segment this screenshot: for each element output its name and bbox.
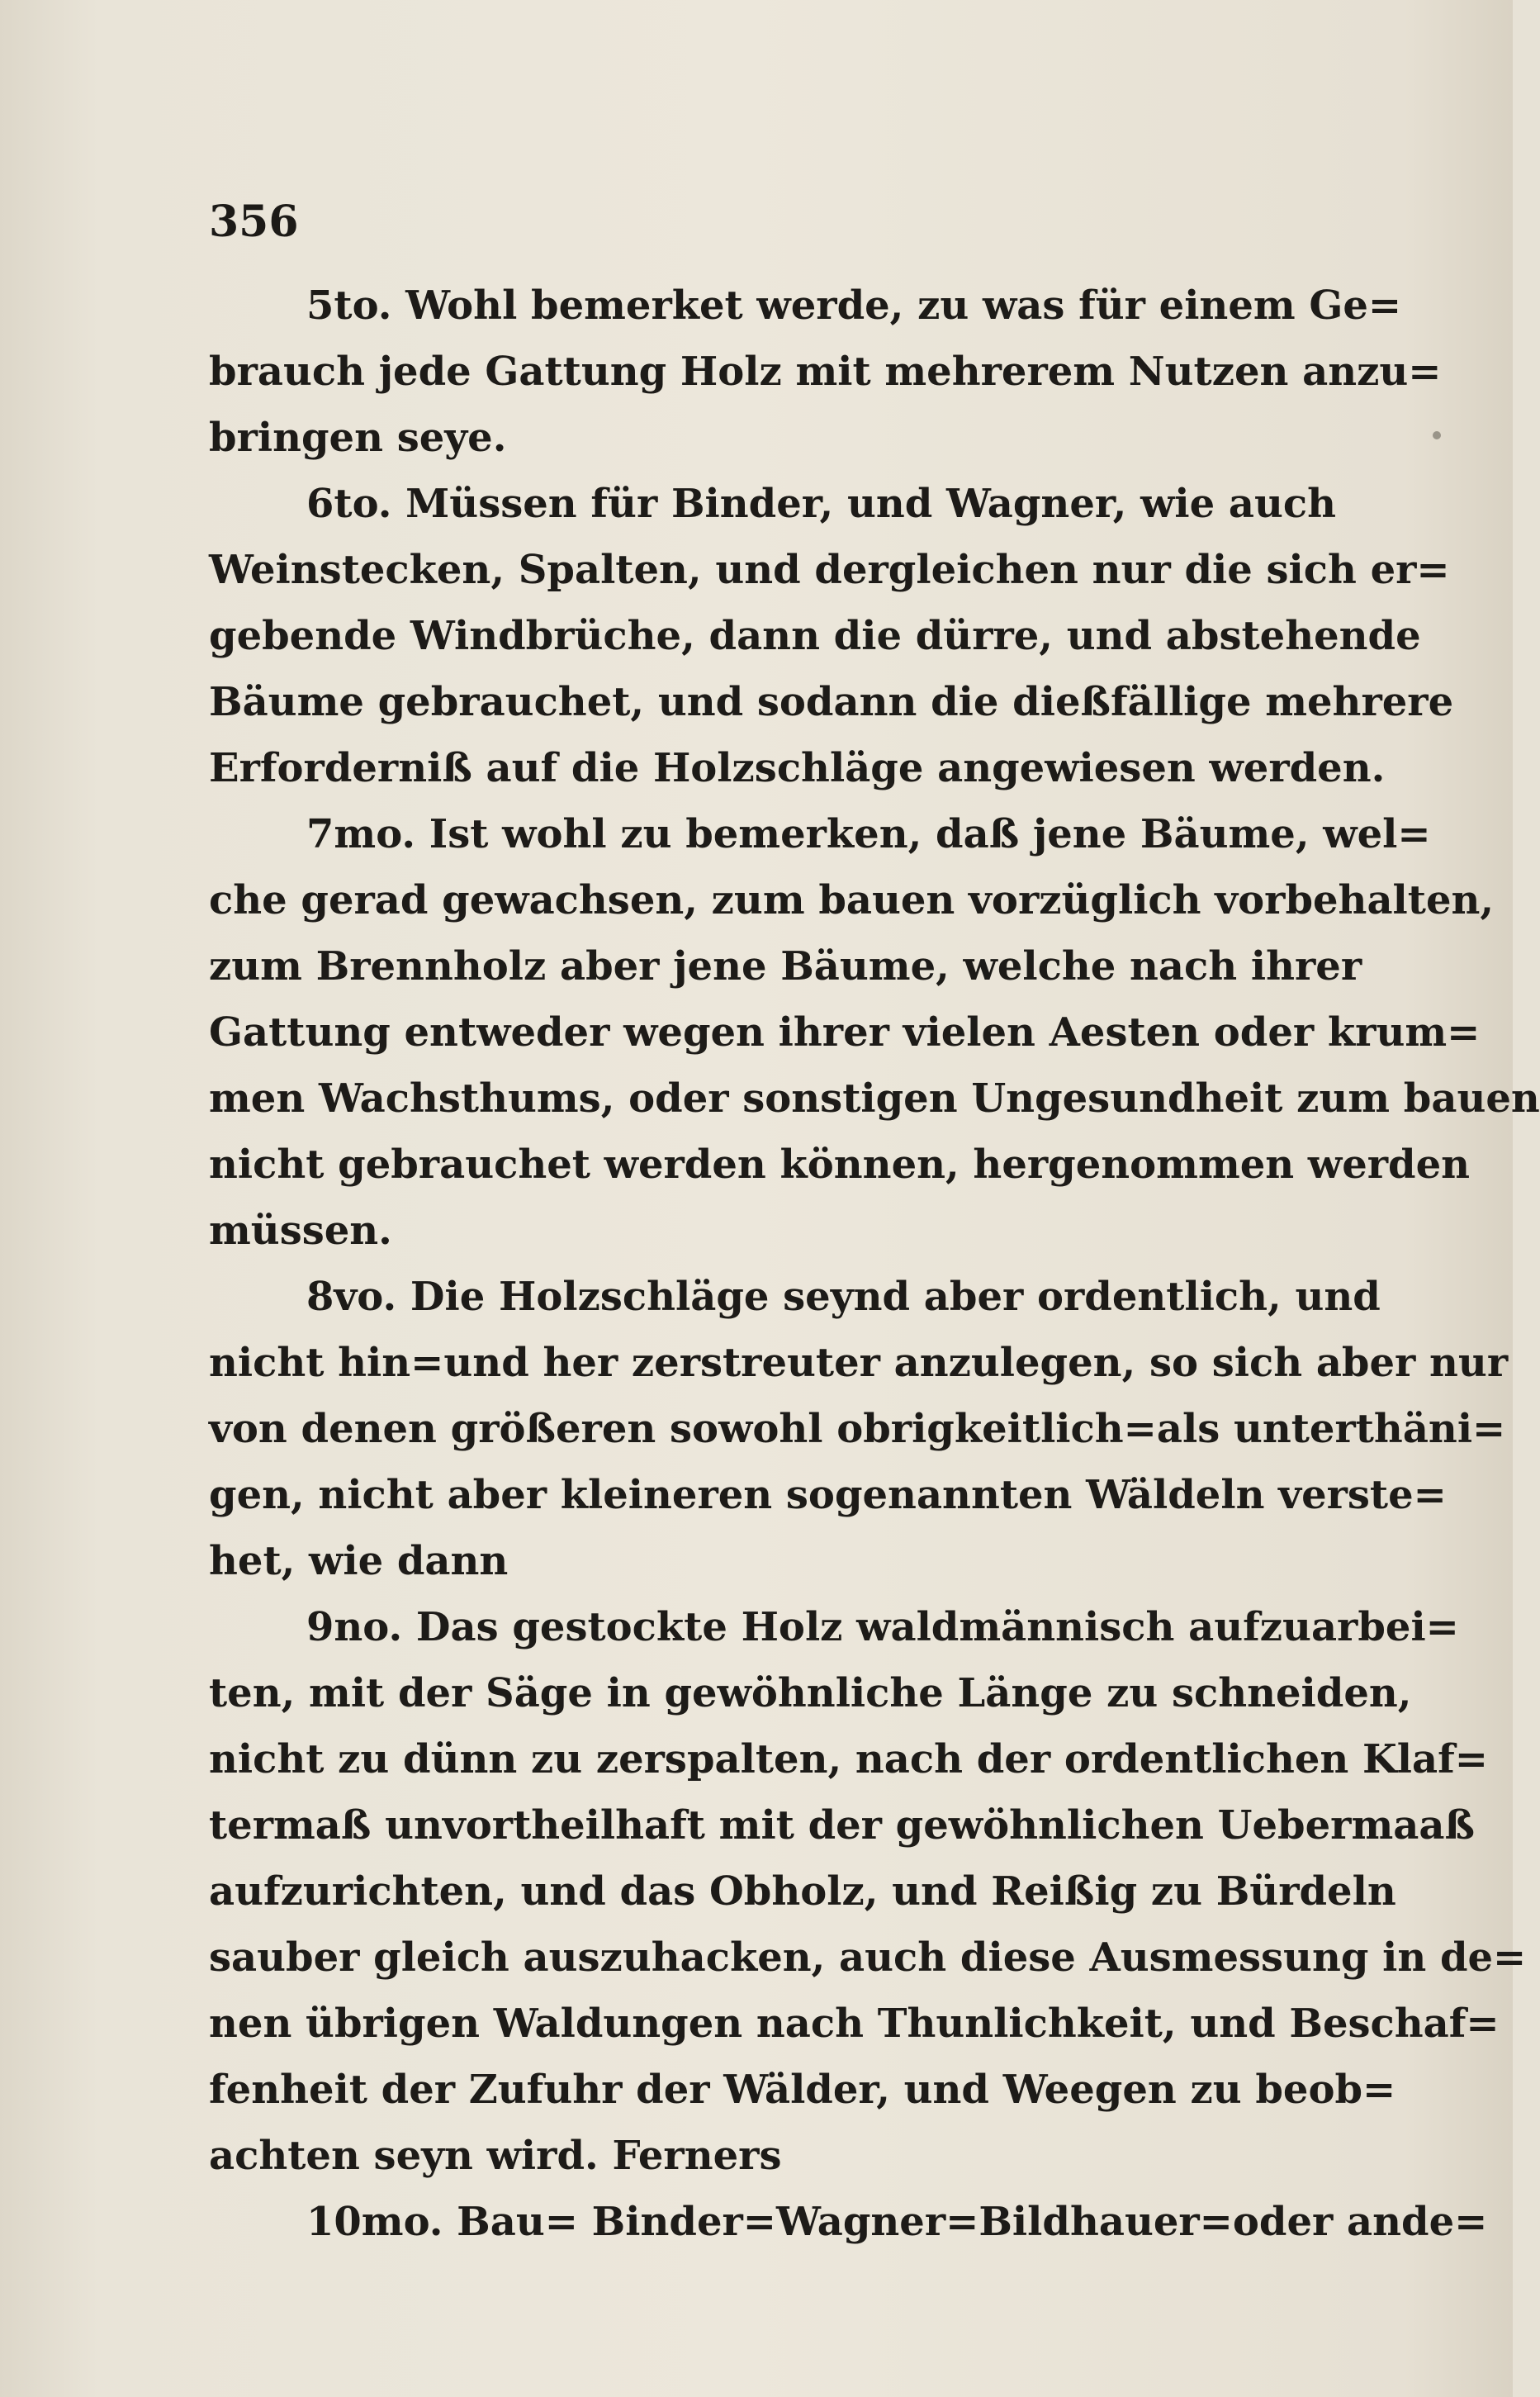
text-line: Bäume gebrauchet, und sodann die dießfällige mehrere	[209, 679, 1454, 725]
text-line: 6to. Müssen für Binder, und Wagner, wie auch	[306, 481, 1337, 527]
text-line: Weinstecken, Spalten, und dergleichen nur die sich er=	[209, 547, 1450, 593]
text-line: achten seyn wird. Ferners	[209, 2133, 782, 2179]
text-line: fenheit der Zufuhr der Wälder, und Weegen zu beob=	[209, 2067, 1396, 2113]
text-line: Erforderniß auf die Holzschläge angewiesen werden.	[209, 745, 1386, 791]
text-line: men Wachsthums, oder sonstigen Ungesundheit zum bauen	[209, 1075, 1540, 1122]
text-line: gen, nicht aber kleineren sogenannten Wäldeln verste=	[209, 1472, 1447, 1518]
text-line: bringen seye.	[209, 415, 507, 461]
ink-speck	[1433, 431, 1441, 439]
page-number: 356	[209, 197, 299, 247]
text-line: brauch jede Gattung Holz mit mehrerem Nutzen anzu=	[209, 349, 1442, 395]
text-line: termaß unvortheilhaft mit der gewöhnlichen Uebermaaß	[209, 1802, 1475, 1849]
text-line: nicht gebrauchet werden können, hergenommen werden	[209, 1142, 1471, 1188]
text-line: sauber gleich auszuhacken, auch diese Ausmessung in de=	[209, 1934, 1527, 1981]
text-line: 8vo. Die Holzschläge seynd aber ordentlich, und	[306, 1274, 1381, 1320]
text-line: 5to. Wohl bemerket werde, zu was für einem Ge=	[306, 282, 1402, 329]
text-line: nicht hin=und her zerstreuter anzulegen, so sich aber nur	[209, 1340, 1509, 1386]
text-line: ten, mit der Säge in gewöhnliche Länge zu schneiden,	[209, 1670, 1412, 1716]
text-line: gebende Windbrüche, dann die dürre, und abstehende	[209, 613, 1421, 659]
text-line: zum Brennholz aber jene Bäume, welche nach ihrer	[209, 943, 1362, 990]
text-line: von denen größeren sowohl obrigkeitlich=als unterthäni=	[209, 1406, 1506, 1452]
text-line: het, wie dann	[209, 1538, 509, 1584]
text-line: 9no. Das gestockte Holz waldmännisch aufzuarbei=	[306, 1604, 1459, 1650]
text-line: nicht zu dünn zu zerspalten, nach der ordentlichen Klaf=	[209, 1736, 1488, 1782]
text-line: 10mo. Bau= Binder=Wagner=Bildhauer=oder ande=	[306, 2199, 1488, 2245]
text-line: nen übrigen Waldungen nach Thunlichkeit, und Beschaf=	[209, 2001, 1500, 2047]
body-text	[209, 273, 1540, 2255]
text-line: aufzurichten, und das Obholz, und Reißig zu Bürdeln	[209, 1868, 1396, 1915]
text-line: müssen.	[209, 1208, 392, 1254]
text-line: 7mo. Ist wohl zu bemerken, daß jene Bäume, wel=	[306, 811, 1431, 857]
text-line: Gattung entweder wegen ihrer vielen Aesten oder krum=	[209, 1009, 1481, 1056]
text-line: che gerad gewachsen, zum bauen vorzüglich vorbehalten,	[209, 877, 1495, 923]
